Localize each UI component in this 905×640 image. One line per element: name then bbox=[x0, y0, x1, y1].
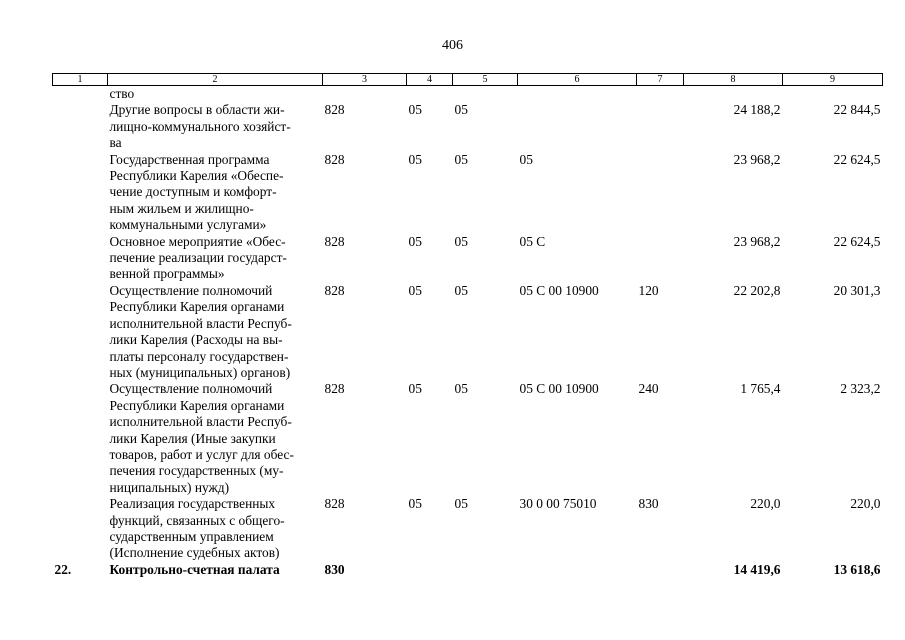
row-name-line: ство bbox=[109, 86, 135, 101]
row-number bbox=[53, 152, 108, 234]
row-name-line: печения государственных (му- bbox=[109, 463, 284, 479]
subsection-code: 05 bbox=[454, 496, 468, 512]
row-name bbox=[108, 102, 323, 151]
row-name-line: Государственная программа bbox=[109, 151, 270, 167]
subsection-code: 05 bbox=[454, 151, 468, 167]
amount-col-8: 23 968,2 bbox=[733, 233, 781, 249]
table-row bbox=[53, 381, 883, 496]
row-name bbox=[108, 496, 323, 562]
header-col-2: 2 bbox=[108, 74, 323, 86]
target-article-code: 05 С 00 10900 bbox=[519, 381, 599, 397]
page-number: 406 bbox=[442, 38, 463, 53]
budget-table bbox=[52, 73, 883, 578]
section-code: 05 bbox=[408, 102, 422, 118]
amount-col-8: 22 202,8 bbox=[733, 282, 781, 298]
ministry-code: 828 bbox=[324, 233, 345, 249]
target-article-code bbox=[518, 562, 637, 578]
table-row bbox=[53, 102, 883, 151]
header-col-7: 7 bbox=[637, 74, 684, 86]
target-article-code: 05 С 00 10900 bbox=[519, 282, 599, 298]
header-row bbox=[53, 74, 883, 86]
row-name bbox=[108, 152, 323, 234]
row-name-line: Другие вопросы в области жи- bbox=[109, 102, 285, 118]
table-row bbox=[53, 496, 883, 562]
subsection-code bbox=[453, 562, 518, 578]
table-row bbox=[53, 562, 883, 578]
row-name-line: ным жильем и жилищно- bbox=[109, 200, 254, 216]
row-name-line: платы персоналу государствен- bbox=[109, 348, 289, 364]
subsection-code: 05 bbox=[454, 282, 468, 298]
ministry-code: 828 bbox=[324, 102, 345, 118]
row-name-line: ниципальных) нужд) bbox=[109, 479, 230, 495]
amount-col-9: 22 624,5 bbox=[833, 151, 881, 167]
row-name-line: Республики Карелия органами bbox=[109, 299, 285, 315]
amount-col-9 bbox=[783, 86, 883, 103]
row-number bbox=[53, 234, 108, 283]
table-header bbox=[53, 74, 883, 86]
row-number bbox=[53, 496, 108, 562]
ministry-code bbox=[323, 86, 407, 103]
row-name-line: венной программы» bbox=[109, 266, 225, 282]
amount-col-9: 2 323,2 bbox=[840, 381, 881, 397]
row-name bbox=[108, 234, 323, 283]
row-name-line: печение реализации государст- bbox=[109, 250, 287, 266]
row-name bbox=[108, 381, 323, 496]
header-col-9: 9 bbox=[783, 74, 883, 86]
row-number bbox=[53, 283, 108, 381]
amount-col-9: 13 618,6 bbox=[833, 561, 881, 577]
row-number: 22. bbox=[54, 561, 72, 577]
row-name bbox=[108, 562, 323, 578]
expense-type-code bbox=[637, 234, 684, 283]
target-article-code bbox=[518, 86, 637, 103]
row-name bbox=[108, 86, 323, 103]
amount-col-9: 20 301,3 bbox=[833, 282, 881, 298]
row-name-line: лищно-коммунального хозяйст- bbox=[109, 118, 291, 134]
subsection-code bbox=[453, 86, 518, 103]
row-name-line: товаров, работ и услуг для обес- bbox=[109, 446, 294, 462]
amount-col-8: 1 765,4 bbox=[740, 381, 781, 397]
amount-col-9: 220,0 bbox=[850, 496, 881, 512]
amount-col-8: 24 188,2 bbox=[733, 102, 781, 118]
table-row bbox=[53, 86, 883, 103]
row-name-line: лики Карелия (Иные закупки bbox=[109, 430, 276, 446]
expense-type-code: 120 bbox=[638, 282, 659, 298]
amount-col-8: 220,0 bbox=[750, 496, 781, 512]
header-col-3: 3 bbox=[323, 74, 407, 86]
expense-type-code bbox=[637, 152, 684, 234]
expense-type-code: 240 bbox=[638, 381, 659, 397]
row-number bbox=[53, 381, 108, 496]
row-name-line: исполнительной власти Респуб- bbox=[109, 315, 292, 331]
header-col-5: 5 bbox=[453, 74, 518, 86]
table-row bbox=[53, 234, 883, 283]
row-name-line: ва bbox=[109, 135, 122, 151]
target-article-code: 05 С bbox=[519, 233, 546, 249]
expense-type-code bbox=[637, 102, 684, 151]
header-col-8: 8 bbox=[684, 74, 783, 86]
ministry-code: 828 bbox=[324, 282, 345, 298]
row-name-line: сударственным управлением bbox=[109, 528, 274, 544]
row-name-line: исполнительной власти Респуб- bbox=[109, 414, 292, 430]
expense-type-code bbox=[637, 562, 684, 578]
row-name-line: чение доступным и комфорт- bbox=[109, 184, 277, 200]
amount-col-8: 14 419,6 bbox=[733, 561, 781, 577]
header-col-4: 4 bbox=[407, 74, 453, 86]
row-number bbox=[53, 102, 108, 151]
ministry-code: 828 bbox=[324, 496, 345, 512]
target-article-code bbox=[518, 102, 637, 151]
row-name-line: функций, связанных с общего- bbox=[109, 512, 285, 528]
amount-col-9: 22 624,5 bbox=[833, 233, 881, 249]
row-name-line: Основное мероприятие «Обес- bbox=[109, 233, 286, 249]
subsection-code: 05 bbox=[454, 233, 468, 249]
row-name-line: лики Карелия (Расходы на вы- bbox=[109, 332, 283, 348]
row-name-line: ных (муниципальных) органов) bbox=[109, 364, 291, 380]
section-code: 05 bbox=[408, 282, 422, 298]
row-number bbox=[53, 86, 108, 103]
section-code: 05 bbox=[408, 496, 422, 512]
section-code: 05 bbox=[408, 151, 422, 167]
section-code bbox=[407, 562, 453, 578]
table-body bbox=[53, 86, 883, 579]
expense-type-code: 830 bbox=[638, 496, 659, 512]
header-col-6: 6 bbox=[518, 74, 637, 86]
ministry-code: 828 bbox=[324, 381, 345, 397]
row-name-line: Реализация государственных bbox=[109, 496, 276, 512]
row-name-line: Республики Карелия «Обеспе- bbox=[109, 168, 284, 184]
section-code: 05 bbox=[408, 381, 422, 397]
row-name-line: Осуществление полномочий bbox=[109, 381, 273, 397]
row-name-line: Контрольно-счетная палата bbox=[109, 561, 280, 577]
header-col-1: 1 bbox=[53, 74, 108, 86]
amount-col-8: 23 968,2 bbox=[733, 151, 781, 167]
row-name-line: коммунальными услугами» bbox=[109, 217, 267, 233]
target-article-code: 05 bbox=[519, 151, 533, 167]
amount-col-8 bbox=[684, 86, 783, 103]
section-code bbox=[407, 86, 453, 103]
subsection-code: 05 bbox=[454, 381, 468, 397]
row-name-line: (Исполнение судебных актов) bbox=[109, 545, 280, 561]
row-name-line: Осуществление полномочий bbox=[109, 282, 273, 298]
amount-col-9: 22 844,5 bbox=[833, 102, 881, 118]
table-row bbox=[53, 152, 883, 234]
subsection-code: 05 bbox=[454, 102, 468, 118]
row-name-line: Республики Карелия органами bbox=[109, 397, 285, 413]
section-code: 05 bbox=[408, 233, 422, 249]
ministry-code: 830 bbox=[324, 561, 345, 577]
expense-type-code bbox=[637, 86, 684, 103]
table-row bbox=[53, 283, 883, 381]
target-article-code: 30 0 00 75010 bbox=[519, 496, 597, 512]
row-name bbox=[108, 283, 323, 381]
ministry-code: 828 bbox=[324, 151, 345, 167]
